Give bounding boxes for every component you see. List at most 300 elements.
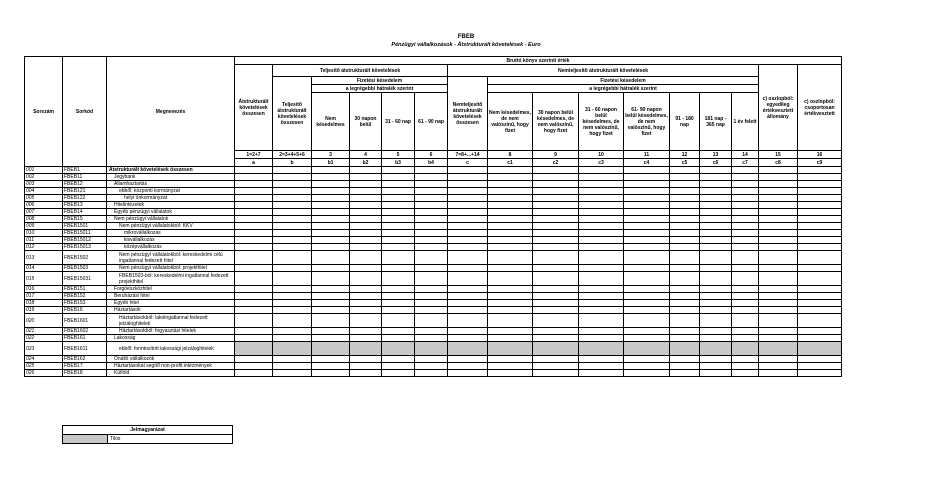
- value-cell[interactable]: [382, 174, 415, 181]
- value-cell[interactable]: [448, 293, 488, 300]
- value-cell[interactable]: [448, 370, 488, 377]
- value-cell[interactable]: [350, 202, 382, 209]
- value-cell[interactable]: [670, 314, 700, 328]
- value-cell[interactable]: [759, 167, 798, 174]
- value-cell[interactable]: [415, 342, 448, 356]
- value-cell[interactable]: [579, 244, 624, 251]
- value-cell[interactable]: [732, 300, 759, 307]
- value-cell[interactable]: [273, 202, 312, 209]
- value-cell[interactable]: [350, 251, 382, 265]
- value-cell[interactable]: [415, 251, 448, 265]
- value-cell[interactable]: [700, 188, 732, 195]
- value-cell[interactable]: [624, 202, 670, 209]
- value-cell[interactable]: [700, 314, 732, 328]
- value-cell[interactable]: [382, 188, 415, 195]
- value-cell[interactable]: [312, 167, 350, 174]
- value-cell[interactable]: [624, 328, 670, 335]
- value-cell[interactable]: [759, 300, 798, 307]
- value-cell[interactable]: [382, 272, 415, 286]
- value-cell[interactable]: [533, 223, 579, 230]
- value-cell[interactable]: [670, 244, 700, 251]
- value-cell[interactable]: [732, 251, 759, 265]
- value-cell[interactable]: [448, 328, 488, 335]
- value-cell[interactable]: [350, 216, 382, 223]
- value-cell[interactable]: [798, 314, 842, 328]
- value-cell[interactable]: [235, 307, 273, 314]
- value-cell[interactable]: [273, 244, 312, 251]
- value-cell[interactable]: [670, 272, 700, 286]
- value-cell[interactable]: [273, 272, 312, 286]
- value-cell[interactable]: [759, 363, 798, 370]
- value-cell[interactable]: [273, 286, 312, 293]
- value-cell[interactable]: [798, 363, 842, 370]
- value-cell[interactable]: [533, 209, 579, 216]
- value-cell[interactable]: [670, 335, 700, 342]
- value-cell[interactable]: [624, 363, 670, 370]
- value-cell[interactable]: [448, 265, 488, 272]
- value-cell[interactable]: [533, 307, 579, 314]
- value-cell[interactable]: [273, 230, 312, 237]
- value-cell[interactable]: [624, 188, 670, 195]
- value-cell[interactable]: [579, 209, 624, 216]
- value-cell[interactable]: [312, 293, 350, 300]
- value-cell[interactable]: [273, 223, 312, 230]
- value-cell[interactable]: [382, 244, 415, 251]
- value-cell[interactable]: [700, 237, 732, 244]
- value-cell[interactable]: [235, 342, 273, 356]
- value-cell[interactable]: [759, 307, 798, 314]
- value-cell[interactable]: [415, 202, 448, 209]
- value-cell[interactable]: [533, 314, 579, 328]
- value-cell[interactable]: [579, 272, 624, 286]
- value-cell[interactable]: [350, 328, 382, 335]
- value-cell[interactable]: [312, 265, 350, 272]
- value-cell[interactable]: [448, 181, 488, 188]
- value-cell[interactable]: [579, 181, 624, 188]
- value-cell[interactable]: [579, 293, 624, 300]
- value-cell[interactable]: [415, 167, 448, 174]
- value-cell[interactable]: [415, 174, 448, 181]
- value-cell[interactable]: [700, 216, 732, 223]
- value-cell[interactable]: [312, 363, 350, 370]
- value-cell[interactable]: [798, 202, 842, 209]
- value-cell[interactable]: [382, 342, 415, 356]
- value-cell[interactable]: [759, 188, 798, 195]
- value-cell[interactable]: [235, 370, 273, 377]
- value-cell[interactable]: [350, 300, 382, 307]
- value-cell[interactable]: [670, 223, 700, 230]
- value-cell[interactable]: [732, 167, 759, 174]
- value-cell[interactable]: [382, 265, 415, 272]
- value-cell[interactable]: [533, 342, 579, 356]
- value-cell[interactable]: [382, 370, 415, 377]
- value-cell[interactable]: [273, 335, 312, 342]
- value-cell[interactable]: [798, 230, 842, 237]
- value-cell[interactable]: [235, 216, 273, 223]
- value-cell[interactable]: [732, 223, 759, 230]
- value-cell[interactable]: [273, 300, 312, 307]
- value-cell[interactable]: [670, 307, 700, 314]
- value-cell[interactable]: [798, 328, 842, 335]
- value-cell[interactable]: [759, 202, 798, 209]
- value-cell[interactable]: [382, 195, 415, 202]
- value-cell[interactable]: [759, 293, 798, 300]
- value-cell[interactable]: [448, 251, 488, 265]
- value-cell[interactable]: [235, 223, 273, 230]
- value-cell[interactable]: [350, 167, 382, 174]
- value-cell[interactable]: [670, 167, 700, 174]
- value-cell[interactable]: [382, 167, 415, 174]
- value-cell[interactable]: [700, 307, 732, 314]
- value-cell[interactable]: [312, 272, 350, 286]
- value-cell[interactable]: [798, 370, 842, 377]
- value-cell[interactable]: [312, 342, 350, 356]
- value-cell[interactable]: [415, 216, 448, 223]
- value-cell[interactable]: [700, 244, 732, 251]
- value-cell[interactable]: [700, 300, 732, 307]
- value-cell[interactable]: [579, 251, 624, 265]
- value-cell[interactable]: [533, 244, 579, 251]
- value-cell[interactable]: [382, 237, 415, 244]
- value-cell[interactable]: [759, 195, 798, 202]
- value-cell[interactable]: [382, 251, 415, 265]
- value-cell[interactable]: [732, 188, 759, 195]
- value-cell[interactable]: [624, 237, 670, 244]
- value-cell[interactable]: [624, 223, 670, 230]
- value-cell[interactable]: [350, 335, 382, 342]
- value-cell[interactable]: [700, 328, 732, 335]
- value-cell[interactable]: [488, 363, 533, 370]
- value-cell[interactable]: [415, 223, 448, 230]
- value-cell[interactable]: [732, 335, 759, 342]
- value-cell[interactable]: [533, 230, 579, 237]
- value-cell[interactable]: [488, 174, 533, 181]
- value-cell[interactable]: [759, 356, 798, 363]
- value-cell[interactable]: [798, 223, 842, 230]
- value-cell[interactable]: [579, 335, 624, 342]
- value-cell[interactable]: [759, 181, 798, 188]
- value-cell[interactable]: [312, 209, 350, 216]
- value-cell[interactable]: [312, 195, 350, 202]
- value-cell[interactable]: [312, 307, 350, 314]
- value-cell[interactable]: [235, 335, 273, 342]
- value-cell[interactable]: [700, 223, 732, 230]
- value-cell[interactable]: [533, 237, 579, 244]
- value-cell[interactable]: [759, 328, 798, 335]
- value-cell[interactable]: [670, 188, 700, 195]
- value-cell[interactable]: [700, 230, 732, 237]
- value-cell[interactable]: [382, 335, 415, 342]
- value-cell[interactable]: [624, 181, 670, 188]
- value-cell[interactable]: [624, 265, 670, 272]
- value-cell[interactable]: [533, 363, 579, 370]
- value-cell[interactable]: [579, 307, 624, 314]
- value-cell[interactable]: [579, 216, 624, 223]
- value-cell[interactable]: [798, 237, 842, 244]
- value-cell[interactable]: [700, 272, 732, 286]
- value-cell[interactable]: [759, 174, 798, 181]
- value-cell[interactable]: [759, 216, 798, 223]
- value-cell[interactable]: [798, 216, 842, 223]
- value-cell[interactable]: [382, 181, 415, 188]
- value-cell[interactable]: [700, 293, 732, 300]
- value-cell[interactable]: [312, 335, 350, 342]
- value-cell[interactable]: [312, 202, 350, 209]
- value-cell[interactable]: [798, 286, 842, 293]
- value-cell[interactable]: [488, 251, 533, 265]
- value-cell[interactable]: [235, 293, 273, 300]
- value-cell[interactable]: [273, 307, 312, 314]
- value-cell[interactable]: [312, 237, 350, 244]
- value-cell[interactable]: [759, 223, 798, 230]
- value-cell[interactable]: [732, 272, 759, 286]
- value-cell[interactable]: [624, 342, 670, 356]
- value-cell[interactable]: [488, 209, 533, 216]
- value-cell[interactable]: [382, 286, 415, 293]
- value-cell[interactable]: [415, 244, 448, 251]
- value-cell[interactable]: [488, 356, 533, 363]
- value-cell[interactable]: [488, 293, 533, 300]
- value-cell[interactable]: [350, 293, 382, 300]
- value-cell[interactable]: [448, 244, 488, 251]
- value-cell[interactable]: [624, 230, 670, 237]
- value-cell[interactable]: [798, 356, 842, 363]
- value-cell[interactable]: [235, 272, 273, 286]
- value-cell[interactable]: [700, 167, 732, 174]
- value-cell[interactable]: [759, 265, 798, 272]
- value-cell[interactable]: [312, 300, 350, 307]
- value-cell[interactable]: [350, 272, 382, 286]
- value-cell[interactable]: [273, 328, 312, 335]
- value-cell[interactable]: [700, 181, 732, 188]
- value-cell[interactable]: [382, 202, 415, 209]
- value-cell[interactable]: [533, 272, 579, 286]
- value-cell[interactable]: [624, 174, 670, 181]
- value-cell[interactable]: [235, 356, 273, 363]
- value-cell[interactable]: [273, 216, 312, 223]
- value-cell[interactable]: [798, 265, 842, 272]
- value-cell[interactable]: [798, 188, 842, 195]
- value-cell[interactable]: [488, 188, 533, 195]
- value-cell[interactable]: [448, 286, 488, 293]
- value-cell[interactable]: [448, 342, 488, 356]
- value-cell[interactable]: [798, 342, 842, 356]
- value-cell[interactable]: [415, 286, 448, 293]
- value-cell[interactable]: [488, 314, 533, 328]
- value-cell[interactable]: [732, 293, 759, 300]
- value-cell[interactable]: [579, 370, 624, 377]
- value-cell[interactable]: [533, 328, 579, 335]
- value-cell[interactable]: [415, 363, 448, 370]
- value-cell[interactable]: [798, 300, 842, 307]
- value-cell[interactable]: [732, 174, 759, 181]
- value-cell[interactable]: [273, 195, 312, 202]
- value-cell[interactable]: [235, 167, 273, 174]
- value-cell[interactable]: [670, 342, 700, 356]
- value-cell[interactable]: [533, 286, 579, 293]
- value-cell[interactable]: [732, 307, 759, 314]
- value-cell[interactable]: [579, 195, 624, 202]
- value-cell[interactable]: [700, 370, 732, 377]
- value-cell[interactable]: [415, 188, 448, 195]
- value-cell[interactable]: [579, 286, 624, 293]
- value-cell[interactable]: [382, 216, 415, 223]
- value-cell[interactable]: [312, 216, 350, 223]
- value-cell[interactable]: [700, 265, 732, 272]
- value-cell[interactable]: [488, 237, 533, 244]
- value-cell[interactable]: [732, 265, 759, 272]
- value-cell[interactable]: [415, 195, 448, 202]
- value-cell[interactable]: [312, 251, 350, 265]
- value-cell[interactable]: [533, 251, 579, 265]
- value-cell[interactable]: [415, 335, 448, 342]
- value-cell[interactable]: [579, 237, 624, 244]
- value-cell[interactable]: [579, 356, 624, 363]
- value-cell[interactable]: [235, 328, 273, 335]
- value-cell[interactable]: [415, 314, 448, 328]
- value-cell[interactable]: [670, 202, 700, 209]
- value-cell[interactable]: [235, 251, 273, 265]
- value-cell[interactable]: [579, 202, 624, 209]
- value-cell[interactable]: [732, 314, 759, 328]
- value-cell[interactable]: [350, 356, 382, 363]
- value-cell[interactable]: [415, 328, 448, 335]
- value-cell[interactable]: [235, 209, 273, 216]
- value-cell[interactable]: [448, 272, 488, 286]
- value-cell[interactable]: [579, 167, 624, 174]
- value-cell[interactable]: [350, 237, 382, 244]
- value-cell[interactable]: [448, 307, 488, 314]
- value-cell[interactable]: [579, 188, 624, 195]
- value-cell[interactable]: [382, 307, 415, 314]
- value-cell[interactable]: [488, 244, 533, 251]
- value-cell[interactable]: [798, 272, 842, 286]
- value-cell[interactable]: [533, 335, 579, 342]
- value-cell[interactable]: [700, 174, 732, 181]
- value-cell[interactable]: [700, 286, 732, 293]
- value-cell[interactable]: [670, 237, 700, 244]
- value-cell[interactable]: [382, 356, 415, 363]
- value-cell[interactable]: [273, 314, 312, 328]
- value-cell[interactable]: [273, 342, 312, 356]
- value-cell[interactable]: [759, 209, 798, 216]
- value-cell[interactable]: [579, 342, 624, 356]
- value-cell[interactable]: [382, 223, 415, 230]
- value-cell[interactable]: [350, 286, 382, 293]
- value-cell[interactable]: [448, 202, 488, 209]
- value-cell[interactable]: [235, 363, 273, 370]
- value-cell[interactable]: [312, 223, 350, 230]
- value-cell[interactable]: [235, 174, 273, 181]
- value-cell[interactable]: [415, 230, 448, 237]
- value-cell[interactable]: [533, 265, 579, 272]
- value-cell[interactable]: [759, 251, 798, 265]
- value-cell[interactable]: [448, 216, 488, 223]
- value-cell[interactable]: [700, 363, 732, 370]
- value-cell[interactable]: [488, 202, 533, 209]
- value-cell[interactable]: [235, 300, 273, 307]
- value-cell[interactable]: [273, 174, 312, 181]
- value-cell[interactable]: [624, 307, 670, 314]
- value-cell[interactable]: [533, 216, 579, 223]
- value-cell[interactable]: [273, 181, 312, 188]
- value-cell[interactable]: [415, 356, 448, 363]
- value-cell[interactable]: [488, 300, 533, 307]
- value-cell[interactable]: [624, 370, 670, 377]
- value-cell[interactable]: [700, 195, 732, 202]
- value-cell[interactable]: [759, 244, 798, 251]
- value-cell[interactable]: [670, 300, 700, 307]
- value-cell[interactable]: [798, 251, 842, 265]
- value-cell[interactable]: [798, 307, 842, 314]
- value-cell[interactable]: [350, 174, 382, 181]
- value-cell[interactable]: [273, 370, 312, 377]
- value-cell[interactable]: [670, 356, 700, 363]
- value-cell[interactable]: [415, 293, 448, 300]
- value-cell[interactable]: [624, 356, 670, 363]
- value-cell[interactable]: [235, 244, 273, 251]
- value-cell[interactable]: [798, 293, 842, 300]
- value-cell[interactable]: [448, 195, 488, 202]
- value-cell[interactable]: [415, 370, 448, 377]
- value-cell[interactable]: [624, 272, 670, 286]
- value-cell[interactable]: [732, 216, 759, 223]
- value-cell[interactable]: [732, 342, 759, 356]
- value-cell[interactable]: [350, 223, 382, 230]
- value-cell[interactable]: [533, 300, 579, 307]
- value-cell[interactable]: [700, 356, 732, 363]
- value-cell[interactable]: [732, 202, 759, 209]
- value-cell[interactable]: [759, 286, 798, 293]
- value-cell[interactable]: [700, 209, 732, 216]
- value-cell[interactable]: [624, 300, 670, 307]
- value-cell[interactable]: [732, 237, 759, 244]
- value-cell[interactable]: [312, 370, 350, 377]
- value-cell[interactable]: [235, 195, 273, 202]
- value-cell[interactable]: [670, 293, 700, 300]
- value-cell[interactable]: [798, 174, 842, 181]
- value-cell[interactable]: [732, 244, 759, 251]
- value-cell[interactable]: [670, 209, 700, 216]
- value-cell[interactable]: [350, 244, 382, 251]
- value-cell[interactable]: [273, 265, 312, 272]
- value-cell[interactable]: [759, 314, 798, 328]
- value-cell[interactable]: [448, 300, 488, 307]
- value-cell[interactable]: [624, 209, 670, 216]
- value-cell[interactable]: [579, 230, 624, 237]
- value-cell[interactable]: [448, 314, 488, 328]
- value-cell[interactable]: [488, 181, 533, 188]
- value-cell[interactable]: [312, 230, 350, 237]
- value-cell[interactable]: [382, 363, 415, 370]
- value-cell[interactable]: [533, 195, 579, 202]
- value-cell[interactable]: [448, 335, 488, 342]
- value-cell[interactable]: [670, 195, 700, 202]
- value-cell[interactable]: [312, 174, 350, 181]
- value-cell[interactable]: [488, 223, 533, 230]
- value-cell[interactable]: [579, 363, 624, 370]
- value-cell[interactable]: [350, 363, 382, 370]
- value-cell[interactable]: [382, 230, 415, 237]
- value-cell[interactable]: [670, 363, 700, 370]
- value-cell[interactable]: [382, 293, 415, 300]
- value-cell[interactable]: [448, 363, 488, 370]
- value-cell[interactable]: [448, 237, 488, 244]
- value-cell[interactable]: [235, 181, 273, 188]
- value-cell[interactable]: [624, 251, 670, 265]
- value-cell[interactable]: [670, 251, 700, 265]
- value-cell[interactable]: [235, 202, 273, 209]
